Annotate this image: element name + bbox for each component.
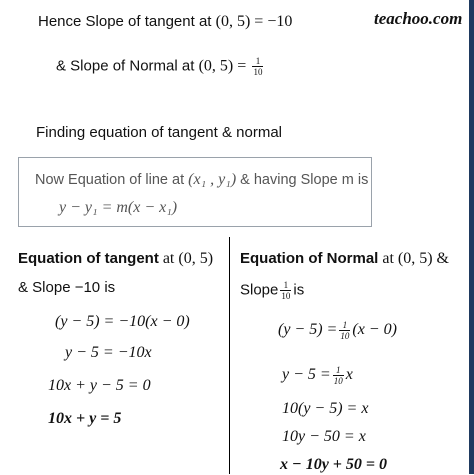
- normal-step1-fraction: [339, 320, 350, 341]
- formula-line1-suffix: & having Slope m is: [236, 172, 369, 188]
- normal-step2-right: x: [345, 366, 353, 384]
- tangent-slope-line: & Slope −10 is: [18, 279, 116, 296]
- slope-normal-expr: (0, 5) =: [198, 57, 247, 75]
- slope-tangent-line: [38, 12, 292, 32]
- fraction-numerator: 1: [339, 320, 350, 331]
- formula-line-1: [35, 170, 368, 190]
- fraction-numerator: 1: [252, 56, 263, 67]
- slope-normal-fraction: [252, 56, 263, 77]
- fraction-denominator: 10: [340, 331, 350, 341]
- normal-step-4: 10y − 50 = x: [282, 428, 366, 445]
- tangent-result: 10x + y = 5: [48, 410, 122, 427]
- fraction-numerator: 1: [333, 365, 344, 376]
- tangent-heading-bold: Equation of tangent: [18, 250, 159, 267]
- right-edge-bar: [469, 0, 474, 474]
- formula-line1-prefix: Now Equation of line at: [35, 172, 189, 188]
- fraction-denominator: 10: [333, 376, 343, 386]
- normal-slope-line: [240, 280, 304, 301]
- normal-heading-bold: Equation of Normal: [240, 250, 379, 267]
- tangent-step-1: (y − 5) = −10(x − 0): [55, 313, 190, 330]
- formula-box: [18, 157, 372, 227]
- normal-slope-prefix: Slope: [240, 281, 279, 299]
- normal-slope-suffix: is: [293, 281, 305, 299]
- tangent-step-2: y − 5 = −10x: [65, 344, 152, 361]
- slope-tangent-prefix: Hence Slope of tangent at: [38, 13, 216, 30]
- normal-slope-fraction: [280, 280, 291, 301]
- normal-heading-rest: at (0, 5) &: [378, 250, 449, 267]
- tangent-heading-rest: at (0, 5): [158, 250, 214, 267]
- slope-tangent-expr: (0, 5) = −10: [215, 13, 293, 30]
- fraction-numerator: 1: [280, 280, 291, 291]
- normal-heading: [240, 249, 449, 269]
- normal-step-3: 10(y − 5) = x: [282, 400, 369, 417]
- tangent-step-3: 10x + y − 5 = 0: [48, 377, 151, 394]
- tangent-heading: [18, 249, 213, 269]
- normal-step2-fraction: [333, 365, 344, 386]
- slope-normal-prefix: & Slope of Normal at: [56, 57, 199, 75]
- fraction-denominator: 10: [253, 67, 263, 77]
- fraction-denominator: 10: [281, 291, 291, 301]
- normal-step-2: [282, 365, 353, 386]
- slope-normal-line: [56, 56, 265, 77]
- normal-step1-left: (y − 5) =: [278, 321, 338, 339]
- brand-logo: teachoo.com: [374, 9, 463, 28]
- normal-result: x − 10y + 50 = 0: [280, 456, 388, 473]
- formula-line1-point: (x₁ , y₁): [188, 171, 237, 188]
- column-divider: [229, 237, 230, 474]
- normal-step2-left: y − 5 =: [282, 366, 331, 384]
- normal-step-1: [278, 320, 397, 341]
- finding-label: Finding equation of tangent & normal: [36, 124, 282, 141]
- normal-step1-right: (x − 0): [352, 321, 397, 339]
- formula-line-2: y − y₁ = m(x − x₁): [59, 199, 178, 216]
